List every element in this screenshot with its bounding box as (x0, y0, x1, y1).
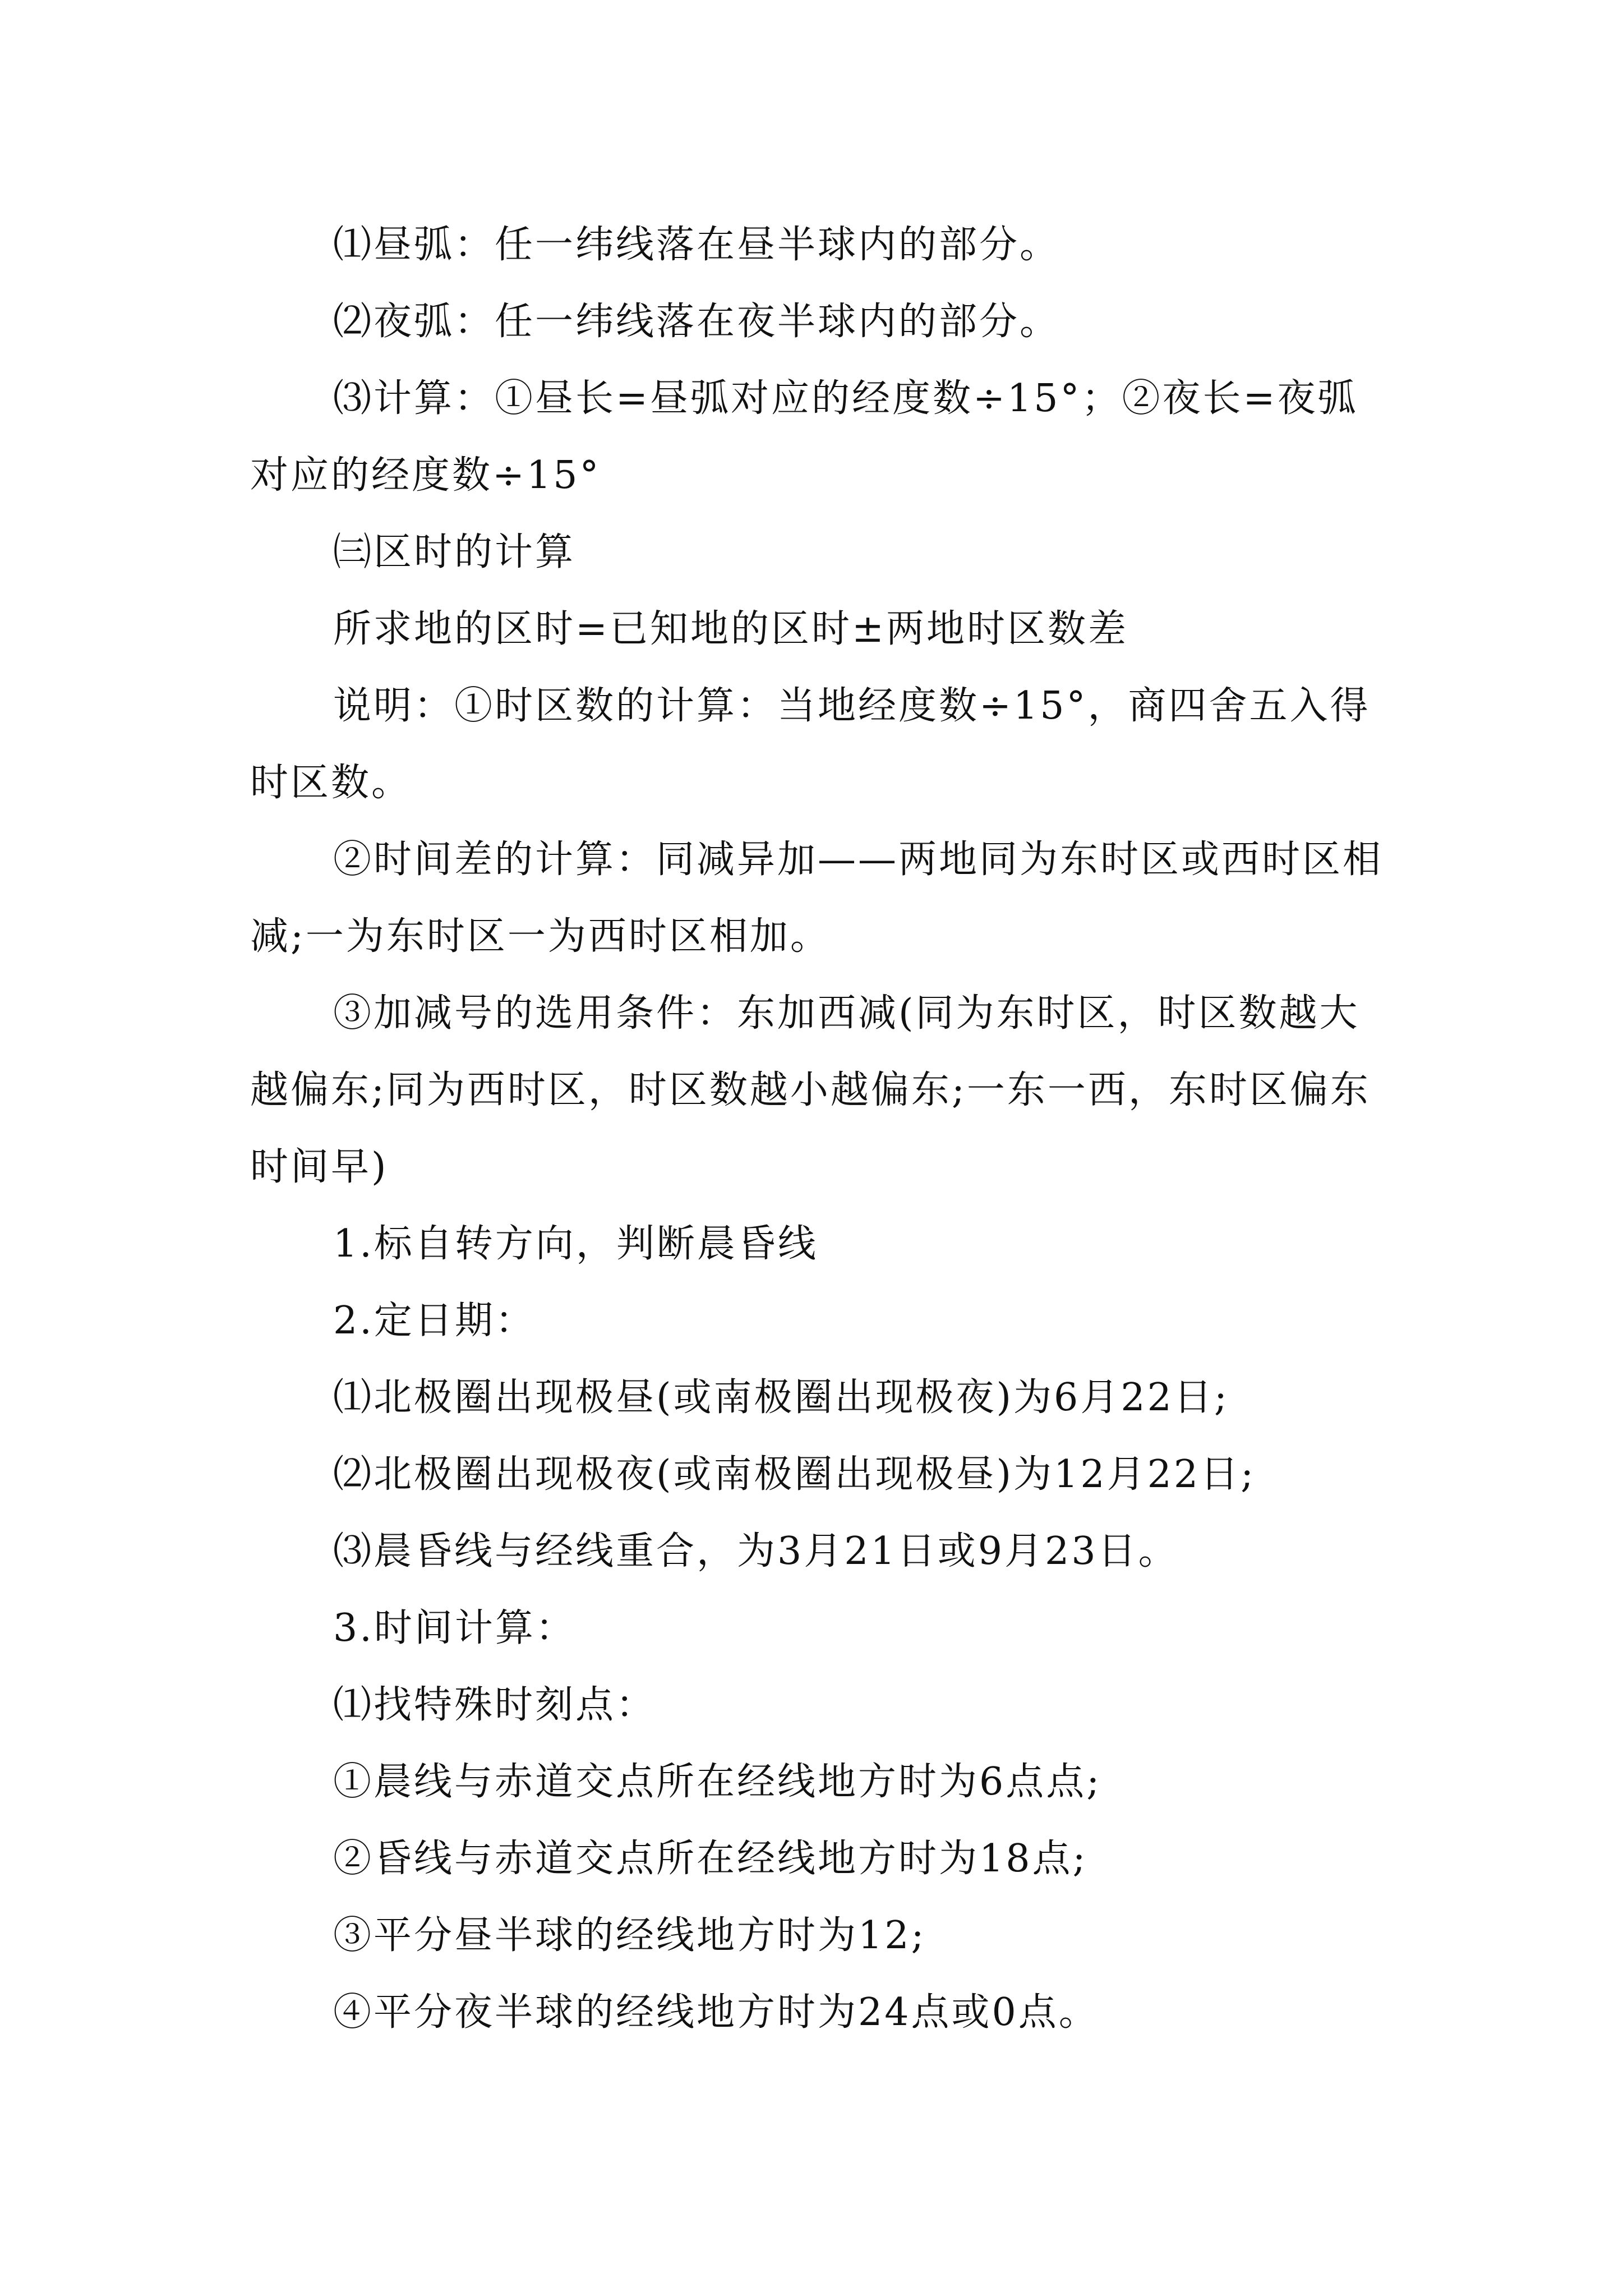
paragraph-time-difference: ②时间差的计算：同减异加——两地同为东时区或西时区相减;一为东时区一为西时区相加。 (250, 838, 1384, 959)
date-rule-december: ⑵北极圈出现极夜(或南极圈出现极昼)为12月22日; (333, 1452, 1256, 1497)
paragraph-arc-calculation: ⑶计算：①昼长=昼弧对应的经度数÷15°；②夜长=夜弧对应的经度数÷15° (250, 376, 1358, 498)
special-time-dusk-line: ②昏线与赤道交点所在经线地方时为18点; (333, 1837, 1088, 1881)
paragraph-zone-number-note: 说明：①时区数的计算：当地经度数÷15°，商四舍五入得时区数。 (250, 684, 1371, 805)
special-time-dawn-line: ①晨线与赤道交点所在经线地方时为6点点; (333, 1760, 1102, 1804)
paragraph-zone-time-formula: 所求地的区时=已知地的区时±两地时区数差 (333, 607, 1128, 651)
special-time-day-hemisphere: ③平分昼半球的经线地方时为12; (333, 1913, 926, 1958)
step-rotation-direction: 1.标自转方向，判断晨昏线 (333, 1222, 818, 1266)
date-rule-june: ⑴北极圈出现极昼(或南极圈出现极夜)为6月22日; (333, 1375, 1229, 1420)
subheading-special-times: ⑴找特殊时刻点： (333, 1683, 657, 1727)
step-determine-date: 2.定日期： (333, 1299, 536, 1343)
document-body (250, 206, 1394, 2051)
date-rule-equinox: ⑶晨昏线与经线重合，为3月21日或9月23日。 (333, 1529, 1179, 1573)
special-time-night-hemisphere: ④平分夜半球的经线地方时为24点或0点。 (333, 1990, 1099, 2035)
paragraph-day-arc: ⑴昼弧：任一纬线落在昼半球内的部分。 (333, 223, 1061, 267)
step-time-calculation: 3.时间计算： (333, 1606, 576, 1650)
paragraph-sign-rule: ③加减号的选用条件：东加西减(同为东时区，时区数越大越偏东;同为西时区，时区数越小越偏东;一东一西，东时区偏东时间早) (250, 991, 1371, 1189)
section-heading-zone-time: ㈢区时的计算 (333, 530, 576, 574)
paragraph-night-arc: ⑵夜弧：任一纬线落在夜半球内的部分。 (333, 300, 1061, 344)
